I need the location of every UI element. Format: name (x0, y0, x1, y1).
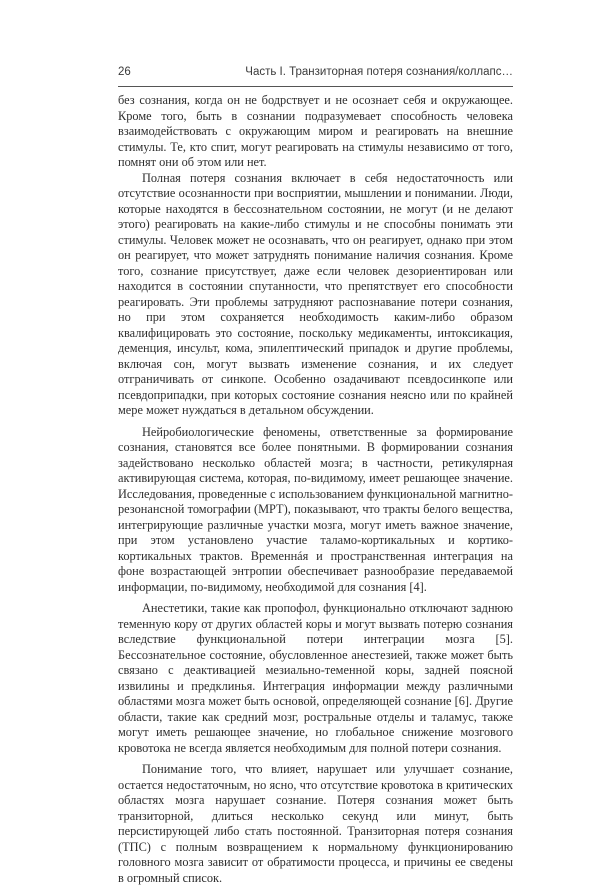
running-title: Часть I. Транзиторная потеря сознания/коллапс… (245, 66, 513, 78)
body-text (118, 93, 513, 886)
paragraph-3: Нейробиологические феномены, ответственные за формирование сознания, становятся все более понятными. В формировании сознания задействовано несколько областей мозга; в частности, ретикулярная активирующая система, которая, по-видимому, имеет решающее значение. Исследования, проведенные с использованием функциональной магнитно-резонансной томографии (МРТ), показывают, что тракты белого вещества, интегрирующие различные участки мозга, могут иметь важное значение, при этом установлено участие таламо-кортикальных и кортико-кортикальных трактов. Временнáя и пространственная интеграция на фоне возрастающей энтропии обеспечивает разнообразие передаваемой информации, по-видимому, необходимой для сознания [4]. (118, 424, 513, 594)
page-header (118, 66, 513, 84)
paragraph-1: без сознания, когда он не бодрствует и не осознает себя и окружающее. Кроме того, быть в сознании подразумевает способность человека взаимодействовать с окружающим миром и реагировать на внешние стимулы. Те, кто спит, могут реагировать на стимулы независимо от того, помнят они об этом или нет. (118, 93, 513, 169)
paragraph-4: Анестетики, такие как пропофол, функционально отключают заднюю теменную кору от других областей коры и могут вызвать потерю сознания вследствие функциональной потери интеграции мозга [5]. Бессознательное состояние, обусловленное анестезией, также может быть связано с деактивацией мезиально-теменной коры, задней поясной извилины и предклинья. Интеграция информации между различными областями мозга может быть основой, определяющей сознание [6]. Другие области, такие как средний мозг, ростральные отделы и таламус, также могут иметь решающее значение, но глобальное снижение мозгового кровотока не всегда является необходимым для полной потери сознания. (118, 601, 513, 755)
paragraph-2: Полная потеря сознания включает в себя недостаточность или отсутствие осознанности при восприятии, мышлении и понимании. Люди, которые находятся в бессознательном состоянии, не могут (и не делают этого) реагировать на какие-либо стимулы и не способны понимать эти стимулы. Человек может не осознавать, что он реагирует, однако при этом он реагирует, что может затруднять понимание наличия сознания. Кроме того, сознание присутствует, даже если человек дезориентирован или находится в состоянии спутанности, что препятствует его способности реагировать. Эти проблемы затрудняют распознавание потери сознания, но при этом сохраняется необходимость каким-либо образом квалифицировать это состояние, поскольку медикаменты, интоксикация, деменция, инсульт, кома, эпилептический припадок и другие проблемы, включая сон, могут вызвать изменение сознания, и их следует отграничивать от синкопе. Особенно озадачивают псевдосинкопе или псевдоприпадки, при которых состояние сознания неясно или по крайней мере может нуждаться в детальном обсуждении. (118, 170, 513, 417)
paragraph-5: Понимание того, что влияет, нарушает или улучшает сознание, остается недостаточным, но ясно, что отсутствие кровотока в критических областях мозга нарушает сознание. Потеря сознания может быть транзиторной, длиться несколько секунд или минут, быть персистирующей либо стать постоянной. Транзиторная потеря сознания (ТПС) с полным возвращением к нормальному функционированию головного мозга зависит от обратимости процесса, и причины ее сведены в огромный список. (118, 762, 513, 885)
header-rule (118, 86, 513, 87)
page-number: 26 (118, 66, 131, 78)
